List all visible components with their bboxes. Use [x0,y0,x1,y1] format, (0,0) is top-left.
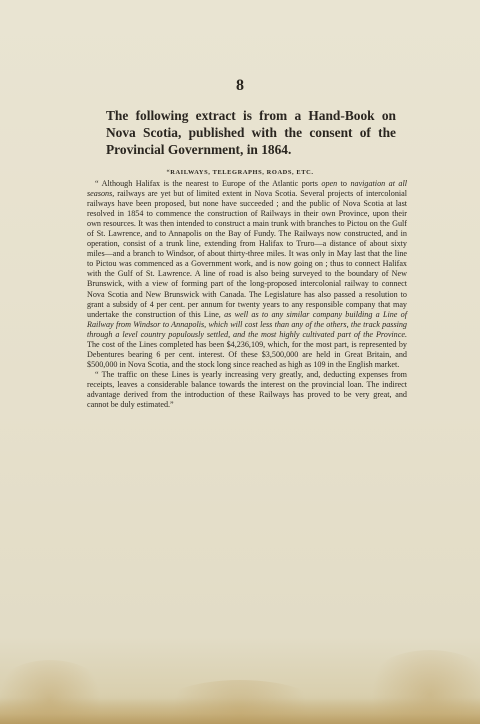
extract-body [87,179,407,410]
paragraph [87,179,407,370]
paragraph-text: to [337,179,351,188]
italic-text: navigation at all seasons, [87,179,407,199]
paragraph-text: The cost of the Lines completed has been $4,236,109, which, for the most part, is represented by Debentures bearing 6 per cent. interest. Of these $3,500,000 are held in Great Britain, and $500,000 in Nova Scotia, and the stock long since reached as high as 109 in the English market. [87,339,407,369]
page-heading: The following extract is from a Hand-Book on Nova Scotia, published with the consent of the Provincial Government, in 1864. [106,108,396,157]
section-title: “RAILWAYS, TELEGRAPHS, ROADS, ETC. [166,169,314,176]
paragraph-text: “ Although Halifax is the nearest to Europe of the Atlantic ports [95,179,322,188]
paragraph-text: railways are yet but of limited extent in Nova Scotia. Several projects of intercolonial railways have been proposed, but none have succeeded ; and the public of Nova Scotia at last resolved in 1854 to commence the construction of Railways in their own Province, upon their own resources. It was then intended to construct a main trunk with branches to Pictou on the Gulf of St. Lawrence, and to Annapolis on the Bay of Fundy. The Railways now constructed, and in operation, consist of a trunk line, extending from Halifax to Truro—a distance of about sixty miles—and a branch to Windsor, of about thirty-three miles. It was only in May last that the line to Pictou was commenced as a Government work, and is now going on ; thus to connect Halifax with the Gulf of St. Lawrence. A line of road is also being surveyed to the boundary of New Brunswick, with a view of forming part of the long-proposed intercolonial railway to connect Nova Scotia and New Brunswick with Canada. The Legislature has also passed a resolution to grant a subsidy of 4 per cent. per annum for twenty years to any responsible company that may undertake the construction of this Line, [87,189,407,319]
italic-text: open [321,179,338,188]
paper-edge-discoloration [0,698,480,724]
page-number: 8 [236,77,244,94]
italic-text: as well as to any similar company building a Line of Railway from Windsor to Annapolis, which will cost less than any of the others, the track passing through a level country populously settled, and the most highly cultivated part of the Province. [87,309,407,339]
paragraph: “ The traffic on these Lines is yearly increasing very greatly, and, deducting expenses from receipts, leaves a considerable balance towards the interest on the provincial loan. The indirect advantage derived from the introduction of these Railways has proved to be very great, and cannot be duly estimated.” [87,369,407,410]
